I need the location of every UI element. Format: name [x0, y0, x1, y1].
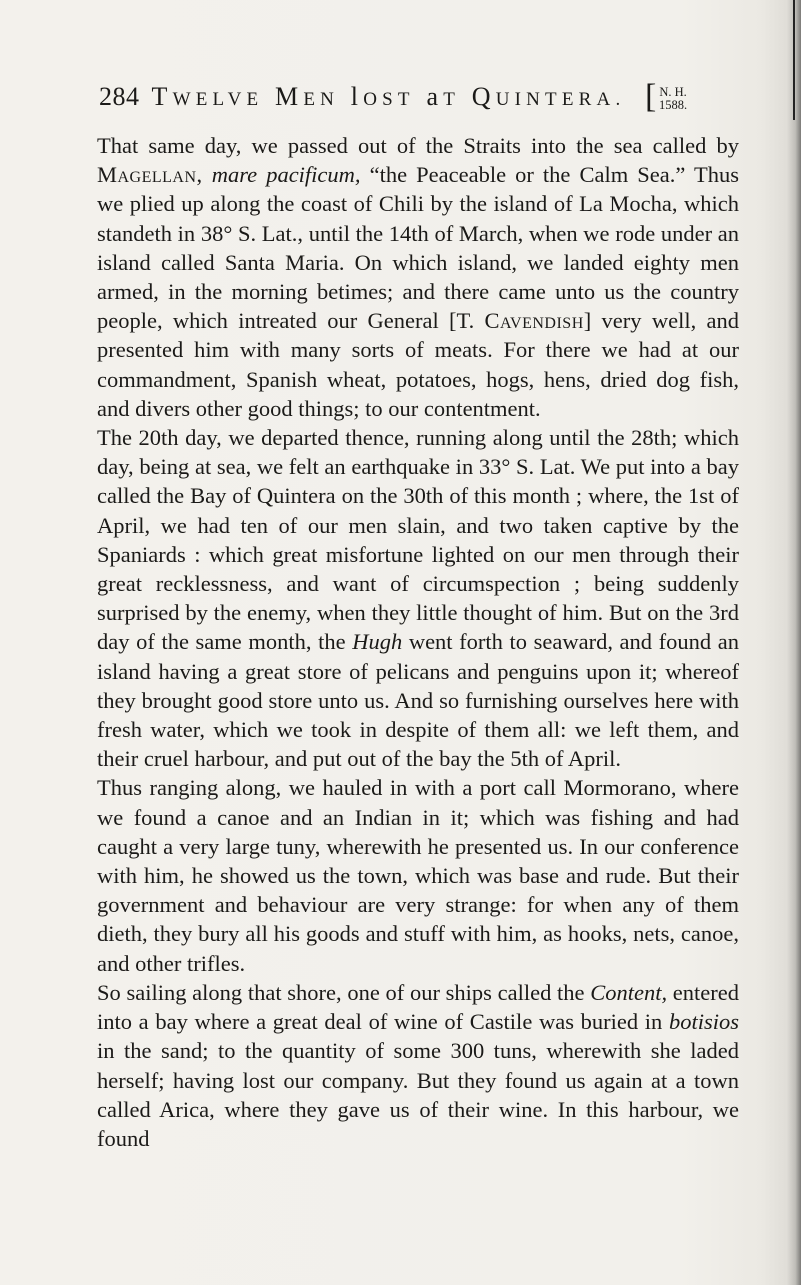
text-segment: in the sand; to the quantity of some 300 tuns, wherewith she laded herself; having lost our company. But they found us again at a town called Arica, where they gave us of their wine. In this harbour, we found: [97, 1038, 739, 1151]
text-segment: Thus ranging along, we hauled in with a port call Mormorano, where we found a canoe and an Indian in it; which was fishing and had caught a very large tuny, wherewith he presented us. In our conference with him, he showed us the town, which was base and rude. But their government and behaviour are very strange: for when any of them dieth, they bury all his goods and stuff with him, as hooks, nets, canoe, and other trifles.: [97, 775, 739, 976]
text-segment: [203, 162, 212, 187]
running-header: [99, 78, 739, 126]
text-segment: mare pacificum,: [211, 162, 361, 188]
reference-top: N. H.: [659, 85, 687, 99]
page-number: 284: [99, 82, 140, 111]
reference-bracket: [: [645, 78, 657, 115]
text-segment: Hugh: [352, 629, 403, 655]
page-edge-line: [793, 0, 795, 120]
page-edge-shadow: [787, 0, 801, 1285]
text-segment: The 20th day, we departed thence, running along until the 28th; which day, being at sea, we felt an earthquake in 33° S. Lat. We put into a bay called the Bay of Quintera on the 30th of this month ; where, the 1st of April, we had ten of our men slain, and two taken captive by the Spaniards : which great misfortune lighted on our men through their great recklessness, and want of circumspection ; being suddenly surprised by the enemy, when they little thought of him. But on the 3rd day of the same month, the: [97, 425, 739, 655]
text-segment: That same day, we passed out of the Straits into the sea called by: [97, 133, 739, 158]
text-segment: went forth to seaward, and found an island having a great store of pelicans and penguins upon it; whereof they brought good store unto us. And so furnishing ourselves here with fresh water, which we took in despite of them all: we left them, and their cruel harbour, and put out of the bay the 5th of April.: [97, 629, 739, 772]
text-segment: botisios: [668, 1009, 739, 1035]
text-segment: So sailing along that shore, one of our ships called the: [97, 979, 591, 1005]
text-segment: Magellan,: [97, 162, 203, 188]
text-segment: Content,: [590, 979, 668, 1005]
paragraph: [97, 131, 739, 423]
text-segment: entered into a bay where a great deal of wine of Castile was buried in: [97, 979, 739, 1035]
reference-bottom: 1588.: [659, 98, 688, 112]
paragraph: [97, 978, 739, 1153]
running-title: TWELVE MEN lOST aT QUINTERA.: [151, 82, 626, 111]
text-segment: Cavendish: [484, 308, 584, 334]
reference-marker: [659, 86, 687, 112]
paragraph: [97, 423, 739, 773]
paragraph: [97, 773, 739, 977]
body-text: [97, 131, 739, 1153]
text-segment: “the Peaceable or the Calm Sea.” Thus we plied up along the coast of Chili by the island of La Mocha, which standeth in 38° S. Lat., until the 14th of March, when we rode under an island called Santa Maria. On which island, we landed eighty men armed, in the morning betimes; and there came unto us the country people, which intreated our General [T.: [97, 162, 740, 334]
text-segment: ] very well, and presented him with many sorts of meats. For there we had at our commandment, Spanish wheat, potatoes, hogs, hens, dried dog fish, and divers other good things; to our contentment.: [97, 308, 739, 421]
